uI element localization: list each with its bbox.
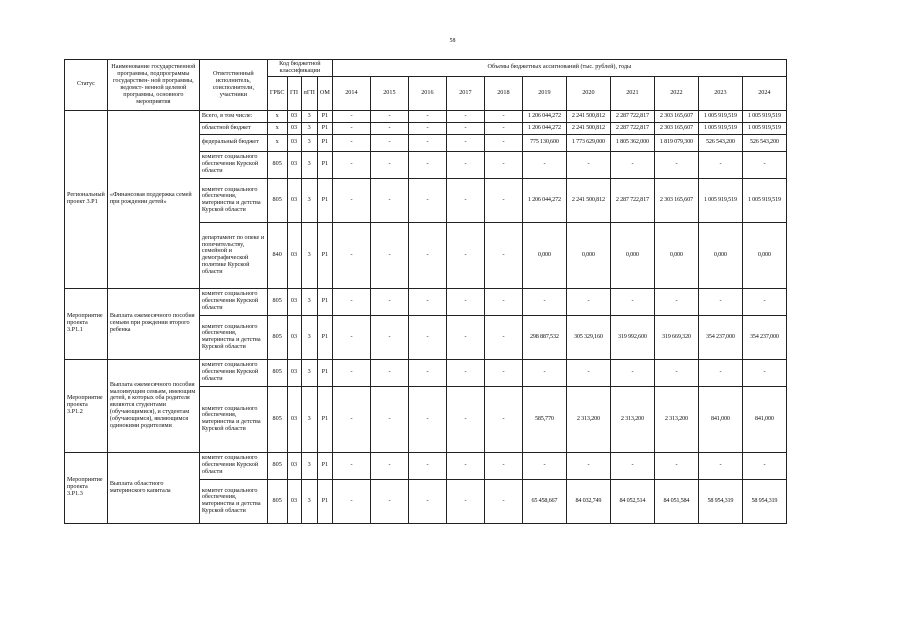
code-cell: 3: [301, 122, 317, 134]
value-cell-2024: 354 237,000: [742, 315, 786, 359]
executor-cell: комитет социального обеспечения Курской области: [199, 452, 267, 479]
value-cell-2019: 585,770: [522, 386, 566, 452]
code-cell: х: [267, 110, 287, 122]
value-cell-2020: -: [566, 151, 610, 178]
value-cell-2014: -: [332, 151, 370, 178]
code-cell: Р1: [317, 222, 332, 288]
value-cell-2024: 0,000: [742, 222, 786, 288]
code-cell: 805: [267, 151, 287, 178]
value-cell-2014: -: [332, 479, 370, 523]
code-cell: 805: [267, 479, 287, 523]
value-cell-2019: 65 458,667: [522, 479, 566, 523]
value-cell-2017: -: [446, 178, 484, 222]
header-code-0: ГРБС: [267, 76, 287, 110]
code-cell: 805: [267, 315, 287, 359]
value-cell-2019: 0,000: [522, 222, 566, 288]
header-year-2021: 2021: [610, 76, 654, 110]
program-name-cell: Выплата областного материнского капитала: [107, 452, 199, 523]
program-name-cell: Выплата ежемесячного пособия семьям при рождении второго ребенка: [107, 288, 199, 359]
code-cell: 03: [287, 452, 301, 479]
code-cell: 3: [301, 315, 317, 359]
code-cell: 03: [287, 110, 301, 122]
code-cell: 3: [301, 151, 317, 178]
value-cell-2021: 2 287 722,817: [610, 110, 654, 122]
value-cell-2021: 2 287 722,817: [610, 122, 654, 134]
value-cell-2014: -: [332, 110, 370, 122]
value-cell-2016: -: [408, 452, 446, 479]
value-cell-2017: -: [446, 110, 484, 122]
value-cell-2024: 58 954,319: [742, 479, 786, 523]
value-cell-2014: -: [332, 359, 370, 386]
value-cell-2014: -: [332, 315, 370, 359]
value-cell-2018: -: [484, 315, 522, 359]
header-budget-code: Код бюджетной классификации: [267, 60, 332, 77]
status-cell: Региональный проект 3.Р1: [65, 110, 108, 288]
value-cell-2023: 841,000: [698, 386, 742, 452]
value-cell-2024: -: [742, 359, 786, 386]
header-volumes: Объемы бюджетных ассигнований (тыс. рублей), годы: [332, 60, 786, 77]
executor-cell: комитет социального обеспечения, материнства и детства Курской области: [199, 386, 267, 452]
value-cell-2017: -: [446, 222, 484, 288]
value-cell-2022: -: [654, 452, 698, 479]
header-year-2023: 2023: [698, 76, 742, 110]
value-cell-2023: -: [698, 452, 742, 479]
value-cell-2023: 354 237,000: [698, 315, 742, 359]
value-cell-2014: -: [332, 222, 370, 288]
header-code-1: ГП: [287, 76, 301, 110]
value-cell-2022: -: [654, 359, 698, 386]
header-year-2015: 2015: [370, 76, 408, 110]
value-cell-2021: -: [610, 288, 654, 315]
value-cell-2020: 2 313,200: [566, 386, 610, 452]
code-cell: Р1: [317, 386, 332, 452]
value-cell-2024: 526 543,200: [742, 134, 786, 151]
code-cell: Р1: [317, 151, 332, 178]
header-year-2016: 2016: [408, 76, 446, 110]
executor-cell: федеральный бюджет: [199, 134, 267, 151]
code-cell: 840: [267, 222, 287, 288]
value-cell-2020: -: [566, 359, 610, 386]
value-cell-2016: -: [408, 222, 446, 288]
code-cell: Р1: [317, 288, 332, 315]
value-cell-2018: -: [484, 359, 522, 386]
table-row: [65, 452, 787, 479]
code-cell: 3: [301, 479, 317, 523]
value-cell-2019: -: [522, 151, 566, 178]
value-cell-2015: -: [370, 386, 408, 452]
status-cell: Мероприятие проекта 3.Р1.3: [65, 452, 108, 523]
value-cell-2016: -: [408, 122, 446, 134]
code-cell: 03: [287, 122, 301, 134]
code-cell: 3: [301, 110, 317, 122]
value-cell-2018: -: [484, 222, 522, 288]
value-cell-2020: 2 241 500,812: [566, 110, 610, 122]
value-cell-2017: -: [446, 386, 484, 452]
code-cell: Р1: [317, 479, 332, 523]
value-cell-2021: 2 313,200: [610, 386, 654, 452]
value-cell-2016: -: [408, 134, 446, 151]
value-cell-2021: 319 992,600: [610, 315, 654, 359]
value-cell-2023: 526 543,200: [698, 134, 742, 151]
value-cell-2017: -: [446, 359, 484, 386]
executor-cell: комитет социального обеспечения Курской области: [199, 288, 267, 315]
value-cell-2016: -: [408, 359, 446, 386]
value-cell-2015: -: [370, 222, 408, 288]
value-cell-2021: 84 052,514: [610, 479, 654, 523]
value-cell-2015: -: [370, 151, 408, 178]
code-cell: х: [267, 134, 287, 151]
value-cell-2020: 84 032,749: [566, 479, 610, 523]
code-cell: Р1: [317, 315, 332, 359]
value-cell-2015: -: [370, 178, 408, 222]
value-cell-2018: -: [484, 452, 522, 479]
value-cell-2015: -: [370, 134, 408, 151]
header-status: Статус: [65, 60, 108, 111]
value-cell-2016: -: [408, 178, 446, 222]
value-cell-2022: 1 819 079,300: [654, 134, 698, 151]
value-cell-2019: 1 206 044,272: [522, 122, 566, 134]
code-cell: Р1: [317, 134, 332, 151]
value-cell-2023: -: [698, 288, 742, 315]
value-cell-2024: 1 005 919,519: [742, 110, 786, 122]
value-cell-2024: -: [742, 452, 786, 479]
value-cell-2014: -: [332, 386, 370, 452]
value-cell-2017: -: [446, 479, 484, 523]
header-year-2022: 2022: [654, 76, 698, 110]
value-cell-2022: 2 303 165,607: [654, 122, 698, 134]
value-cell-2018: -: [484, 479, 522, 523]
executor-cell: комитет социального обеспечения, материнства и детства Курской области: [199, 479, 267, 523]
executor-cell: комитет социального обеспечения Курской области: [199, 151, 267, 178]
value-cell-2015: -: [370, 110, 408, 122]
value-cell-2020: -: [566, 288, 610, 315]
code-cell: Р1: [317, 452, 332, 479]
header-year-2020: 2020: [566, 76, 610, 110]
code-cell: 3: [301, 178, 317, 222]
value-cell-2018: -: [484, 386, 522, 452]
value-cell-2022: 0,000: [654, 222, 698, 288]
code-cell: 03: [287, 222, 301, 288]
value-cell-2023: 1 005 919,519: [698, 122, 742, 134]
value-cell-2015: -: [370, 452, 408, 479]
value-cell-2019: 1 206 044,272: [522, 110, 566, 122]
code-cell: 805: [267, 359, 287, 386]
value-cell-2015: -: [370, 288, 408, 315]
value-cell-2023: -: [698, 151, 742, 178]
value-cell-2020: 0,000: [566, 222, 610, 288]
value-cell-2014: -: [332, 288, 370, 315]
value-cell-2024: 841,000: [742, 386, 786, 452]
code-cell: 3: [301, 386, 317, 452]
code-cell: 805: [267, 288, 287, 315]
executor-cell: областной бюджет: [199, 122, 267, 134]
value-cell-2014: -: [332, 134, 370, 151]
value-cell-2022: 2 303 165,607: [654, 178, 698, 222]
value-cell-2024: 1 005 919,519: [742, 178, 786, 222]
code-cell: 03: [287, 151, 301, 178]
code-cell: 03: [287, 288, 301, 315]
code-cell: 03: [287, 479, 301, 523]
value-cell-2016: -: [408, 110, 446, 122]
code-cell: 3: [301, 452, 317, 479]
header-name: Наименование государственной программы, подпрограммы государствен- ной программы, ведомст- венной целевой программы, основного мероприятия: [107, 60, 199, 111]
value-cell-2020: 305 329,160: [566, 315, 610, 359]
code-cell: 805: [267, 178, 287, 222]
value-cell-2021: 0,000: [610, 222, 654, 288]
value-cell-2019: -: [522, 288, 566, 315]
value-cell-2018: -: [484, 134, 522, 151]
header-year-2024: 2024: [742, 76, 786, 110]
value-cell-2016: -: [408, 479, 446, 523]
value-cell-2018: -: [484, 288, 522, 315]
value-cell-2015: -: [370, 315, 408, 359]
table-row: [65, 288, 787, 315]
program-name-cell: Выплата ежемесячного пособия малоимущим семьям, имеющим детей, в которых оба родителя являются студентами (обучающимися), и студентам (обучающимся), являющимся одинокими родителями: [107, 359, 199, 452]
value-cell-2022: -: [654, 151, 698, 178]
value-cell-2021: -: [610, 452, 654, 479]
value-cell-2018: -: [484, 178, 522, 222]
page-number: 58: [449, 38, 456, 44]
value-cell-2017: -: [446, 288, 484, 315]
value-cell-2023: 58 954,319: [698, 479, 742, 523]
value-cell-2017: -: [446, 452, 484, 479]
code-cell: Р1: [317, 122, 332, 134]
value-cell-2018: -: [484, 122, 522, 134]
status-cell: Мероприятие проекта 3.Р1.2: [65, 359, 108, 452]
value-cell-2016: -: [408, 151, 446, 178]
value-cell-2022: 319 669,320: [654, 315, 698, 359]
value-cell-2020: 2 241 500,812: [566, 122, 610, 134]
value-cell-2017: -: [446, 315, 484, 359]
value-cell-2021: 1 805 362,000: [610, 134, 654, 151]
value-cell-2018: -: [484, 110, 522, 122]
value-cell-2023: 0,000: [698, 222, 742, 288]
executor-cell: Всего, в том числе:: [199, 110, 267, 122]
value-cell-2017: -: [446, 122, 484, 134]
code-cell: Р1: [317, 110, 332, 122]
code-cell: х: [267, 122, 287, 134]
header-executor: Ответственный исполнитель, соисполнители, участники: [199, 60, 267, 111]
code-cell: 03: [287, 315, 301, 359]
program-name-cell: «Финансовая поддержка семей при рождении детей»: [107, 110, 199, 288]
code-cell: 03: [287, 386, 301, 452]
value-cell-2015: -: [370, 359, 408, 386]
value-cell-2022: 84 051,584: [654, 479, 698, 523]
code-cell: 3: [301, 134, 317, 151]
header-year-2019: 2019: [522, 76, 566, 110]
value-cell-2016: -: [408, 288, 446, 315]
code-cell: 805: [267, 386, 287, 452]
value-cell-2021: 2 287 722,817: [610, 178, 654, 222]
value-cell-2014: -: [332, 178, 370, 222]
value-cell-2019: 298 887,532: [522, 315, 566, 359]
value-cell-2024: -: [742, 151, 786, 178]
code-cell: Р1: [317, 178, 332, 222]
code-cell: 03: [287, 359, 301, 386]
value-cell-2023: 1 005 919,519: [698, 178, 742, 222]
value-cell-2020: 1 773 629,000: [566, 134, 610, 151]
value-cell-2020: 2 241 500,812: [566, 178, 610, 222]
value-cell-2021: -: [610, 151, 654, 178]
value-cell-2019: -: [522, 452, 566, 479]
code-cell: 805: [267, 452, 287, 479]
value-cell-2019: 1 206 044,272: [522, 178, 566, 222]
status-cell: Мероприятие проекта 3.Р1.1: [65, 288, 108, 359]
table-row: [65, 359, 787, 386]
code-cell: 03: [287, 178, 301, 222]
table-row: [65, 110, 787, 122]
executor-cell: комитет социального обеспечения, материнства и детства Курской области: [199, 178, 267, 222]
code-cell: 3: [301, 222, 317, 288]
executor-cell: комитет социального обеспечения, материнства и детства Курской области: [199, 315, 267, 359]
value-cell-2024: 1 005 919,519: [742, 122, 786, 134]
executor-cell: департамент по опеке и попечительству, семейной и демографической политике Курской области: [199, 222, 267, 288]
value-cell-2018: -: [484, 151, 522, 178]
header-year-2017: 2017: [446, 76, 484, 110]
value-cell-2021: -: [610, 359, 654, 386]
value-cell-2016: -: [408, 315, 446, 359]
value-cell-2015: -: [370, 479, 408, 523]
value-cell-2022: 2 313,200: [654, 386, 698, 452]
value-cell-2022: -: [654, 288, 698, 315]
budget-table: [64, 59, 787, 524]
executor-cell: комитет социального обеспечения Курской области: [199, 359, 267, 386]
code-cell: 3: [301, 359, 317, 386]
value-cell-2017: -: [446, 151, 484, 178]
header-year-2018: 2018: [484, 76, 522, 110]
code-cell: 3: [301, 288, 317, 315]
value-cell-2016: -: [408, 386, 446, 452]
value-cell-2019: -: [522, 359, 566, 386]
value-cell-2019: 775 130,600: [522, 134, 566, 151]
header-code-3: ОМ: [317, 76, 332, 110]
value-cell-2015: -: [370, 122, 408, 134]
header-code-2: пГП: [301, 76, 317, 110]
value-cell-2023: -: [698, 359, 742, 386]
value-cell-2017: -: [446, 134, 484, 151]
value-cell-2014: -: [332, 122, 370, 134]
header-year-2014: 2014: [332, 76, 370, 110]
value-cell-2023: 1 005 919,519: [698, 110, 742, 122]
value-cell-2020: -: [566, 452, 610, 479]
value-cell-2014: -: [332, 452, 370, 479]
value-cell-2022: 2 303 165,607: [654, 110, 698, 122]
code-cell: 03: [287, 134, 301, 151]
value-cell-2024: -: [742, 288, 786, 315]
code-cell: Р1: [317, 359, 332, 386]
